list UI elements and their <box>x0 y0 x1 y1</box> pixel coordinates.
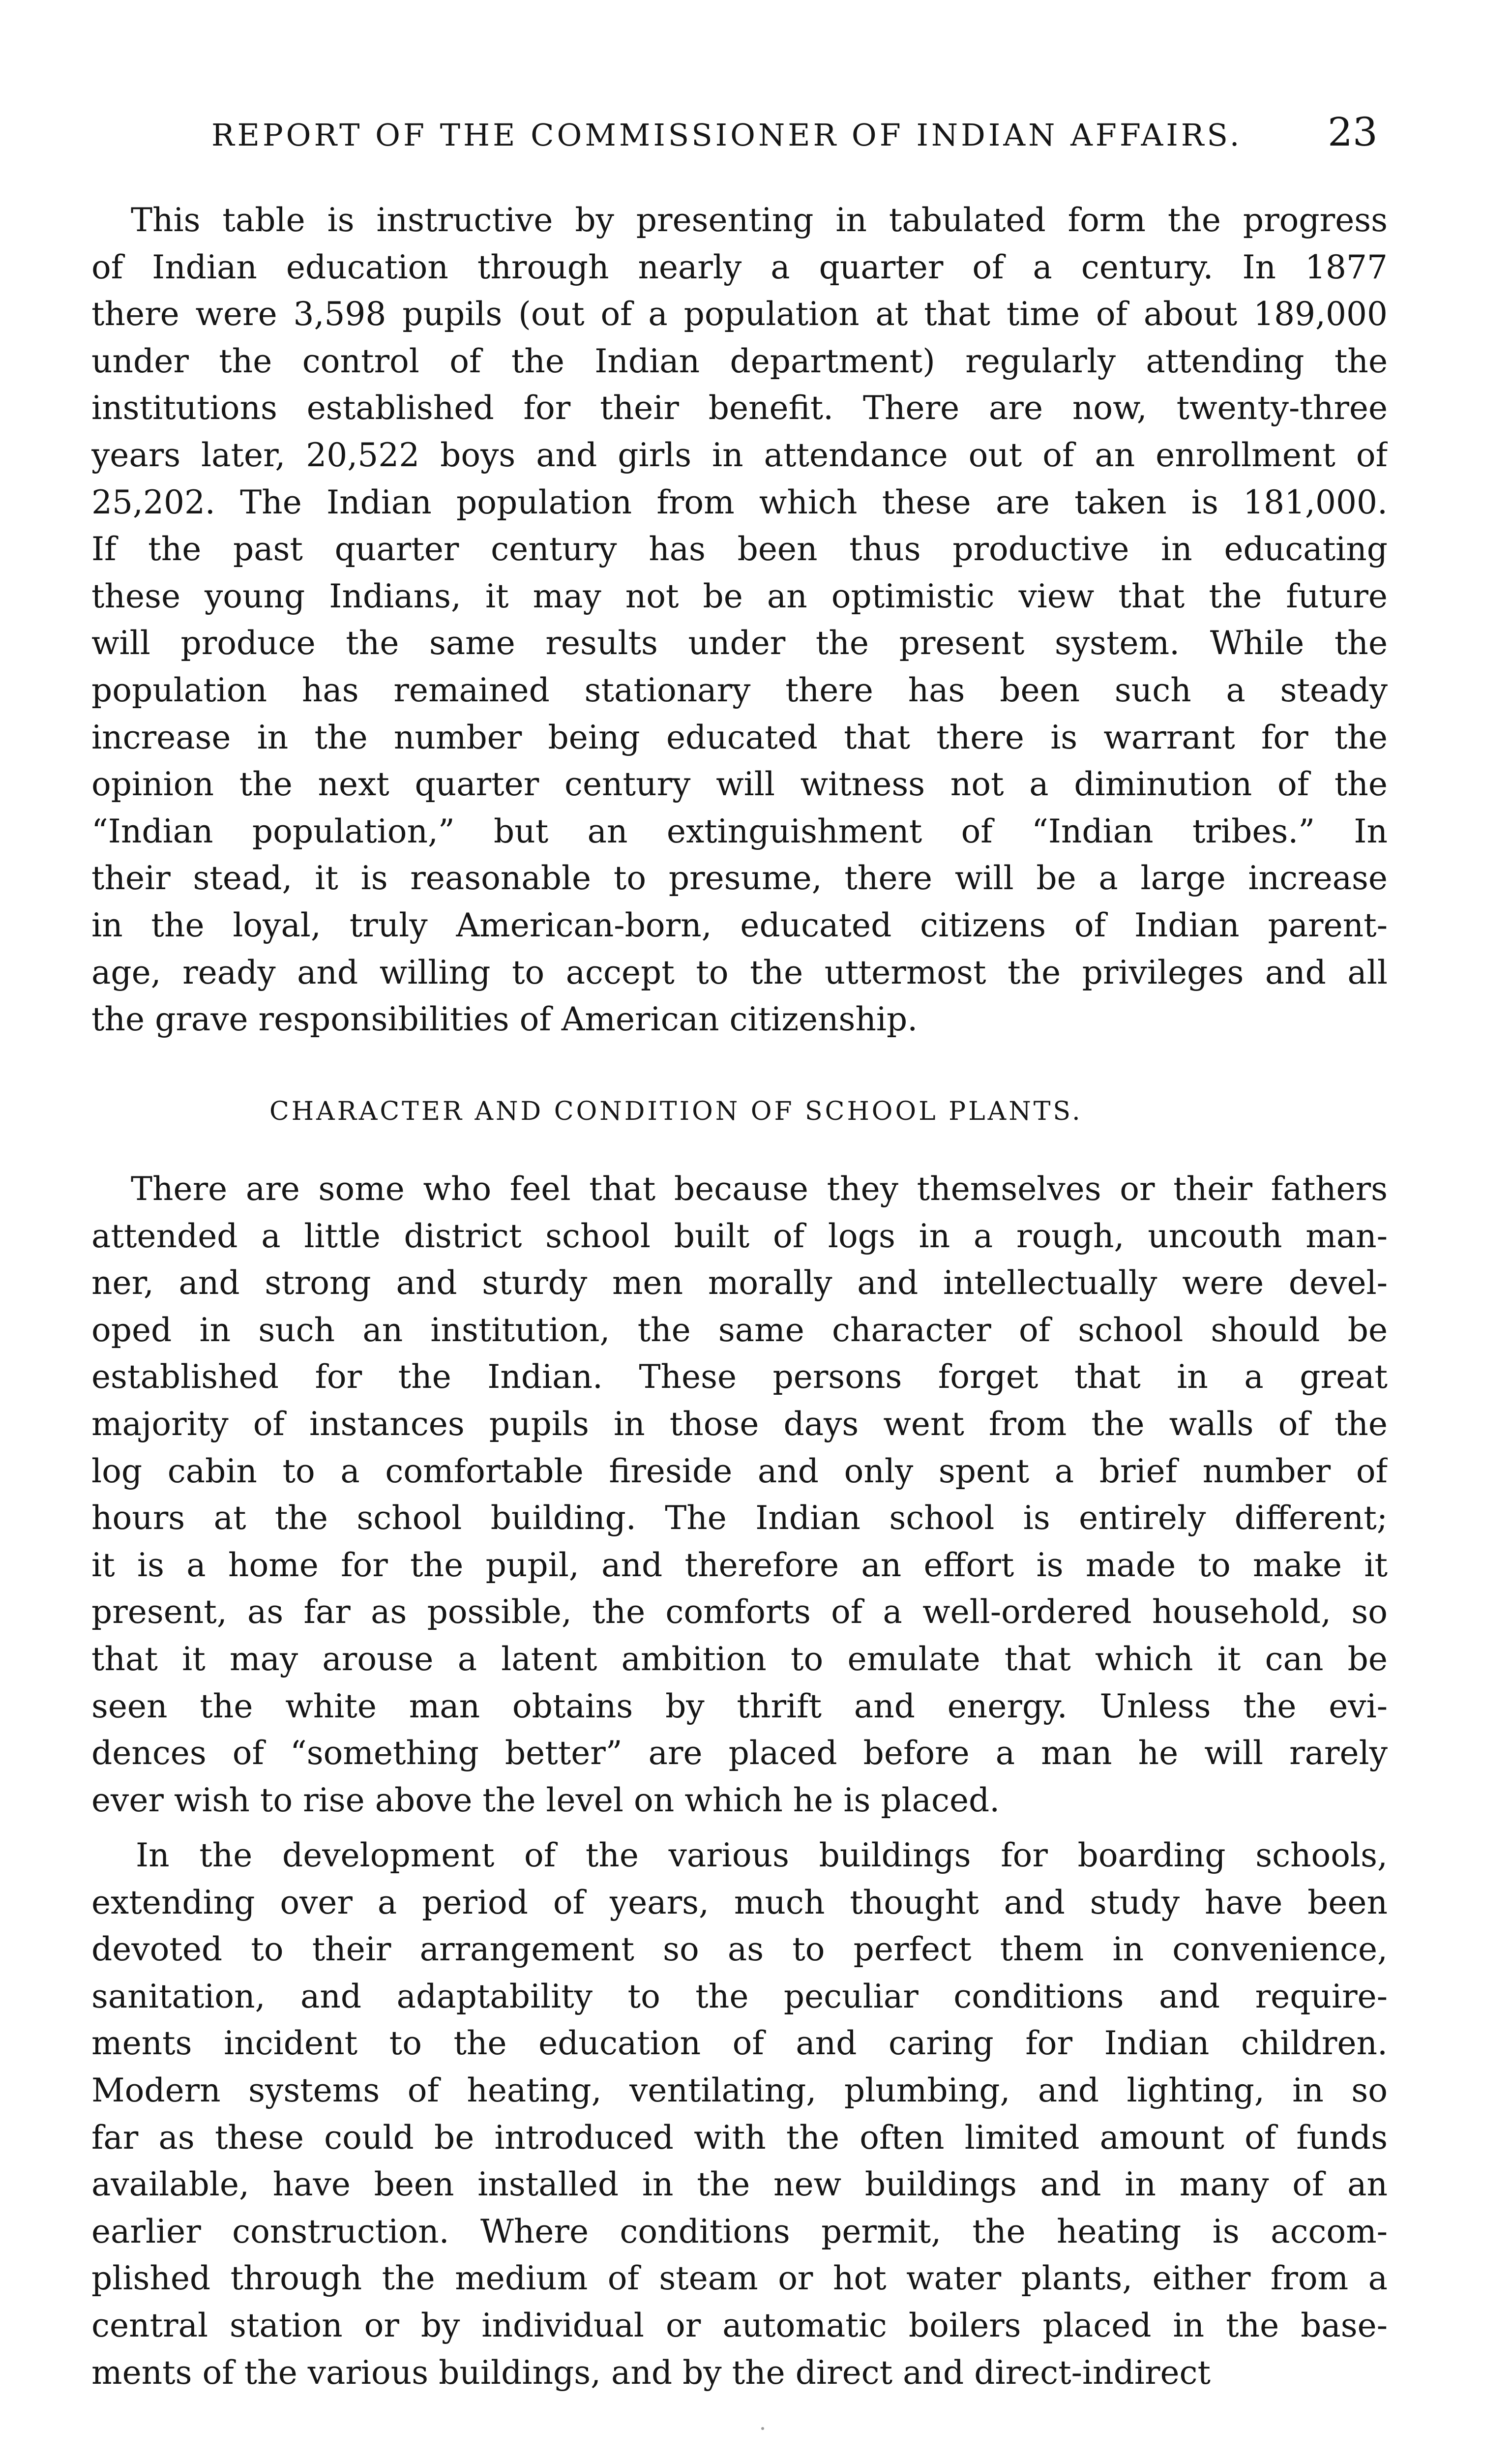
paragraph-line: under the control of the Indian department) regularly attending the <box>91 342 1388 380</box>
paragraph-line: population has remained stationary there has been such a steady <box>91 671 1388 709</box>
paragraph-line: it is a home for the pupil, and therefore an effort is made to make it <box>91 1546 1388 1584</box>
paragraph-line: attended a little district school built of logs in a rough, uncouth man- <box>91 1217 1388 1255</box>
paragraph-line: dences of “something better” are placed before a man he will rarely <box>91 1734 1388 1772</box>
paragraph-line: of Indian education through nearly a quarter of a century. In 1877 <box>91 248 1388 286</box>
paragraph-line: far as these could be introduced with the often limited amount of funds <box>91 2118 1388 2157</box>
scan-speck <box>761 2427 764 2430</box>
paragraph-line: age, ready and willing to accept to the uttermost the privileges and all <box>91 953 1388 991</box>
section-heading: CHARACTER AND CONDITION OF SCHOOL PLANTS. <box>269 1097 1083 1126</box>
paragraph-line: ments of the various buildings, and by the direct and direct-indirect <box>91 2353 1211 2392</box>
paragraph-line: institutions established for their benefit. There are now, twenty-three <box>91 389 1388 427</box>
paragraph-line: that it may arouse a latent ambition to emulate that which it can be <box>91 1640 1388 1678</box>
paragraph-1 <box>91 197 1388 1043</box>
paragraph-line: In the development of the various buildings for boarding schools, <box>136 1836 1388 1874</box>
running-header-title: REPORT OF THE COMMISSIONER OF INDIAN AFFAIRS. <box>211 117 1243 153</box>
paragraph-line: 25,202. The Indian population from which these are taken is 181,000. <box>91 483 1388 521</box>
paragraph-line: hours at the school building. The Indian school is entirely different; <box>91 1499 1388 1537</box>
paragraph-line: established for the Indian. These persons forget that in a great <box>91 1358 1388 1396</box>
paragraph-3 <box>91 1832 1388 2396</box>
paragraph-line: extending over a period of years, much thought and study have been <box>91 1883 1388 1921</box>
paragraph-line: ments incident to the education of and caring for Indian children. <box>91 2024 1388 2063</box>
paragraph-line: If the past quarter century has been thus productive in educating <box>91 530 1388 569</box>
paragraph-line: ner, and strong and sturdy men morally and intellectually were devel- <box>91 1264 1388 1302</box>
paragraph-line: these young Indians, it may not be an optimistic view that the future <box>91 577 1388 615</box>
paragraph-line: in the loyal, truly American-born, educated citizens of Indian parent- <box>91 906 1388 944</box>
paragraph-line: Modern systems of heating, ventilating, plumbing, and lighting, in so <box>91 2071 1388 2109</box>
paragraph-line: there were 3,598 pupils (out of a population at that time of about 189,000 <box>91 295 1388 333</box>
paragraph-line: sanitation, and adaptability to the peculiar conditions and require- <box>91 1977 1388 2015</box>
paragraph-line: increase in the number being educated that there is warrant for the <box>91 718 1388 756</box>
paragraph-line: log cabin to a comfortable fireside and only spent a brief number of <box>91 1452 1388 1490</box>
paragraph-line: ever wish to rise above the level on which he is placed. <box>91 1781 1000 1819</box>
paragraph-line: devoted to their arrangement so as to perfect them in convenience, <box>91 1930 1388 1969</box>
paragraph-line: their stead, it is reasonable to presume, there will be a large increase <box>91 859 1388 898</box>
paragraph-line: majority of instances pupils in those days went from the walls of the <box>91 1405 1388 1443</box>
paragraph-line: available, have been installed in the new buildings and in many of an <box>91 2165 1388 2204</box>
paragraph-line: central station or by individual or automatic boilers placed in the base- <box>91 2306 1388 2344</box>
paragraph-2 <box>91 1166 1388 1824</box>
paragraph-line: plished through the medium of steam or hot water plants, either from a <box>91 2259 1388 2298</box>
paragraph-line: There are some who feel that because they themselves or their fathers <box>131 1170 1388 1208</box>
paragraph-line: years later, 20,522 boys and girls in attendance out of an enrollment of <box>91 436 1388 474</box>
paragraph-line: “Indian population,” but an extinguishment of “Indian tribes.” In <box>91 812 1388 850</box>
paragraph-line: earlier construction. Where conditions permit, the heating is accom- <box>91 2212 1388 2250</box>
paragraph-line: will produce the same results under the present system. While the <box>91 624 1388 662</box>
paragraph-line: oped in such an institution, the same character of school should be <box>91 1311 1388 1349</box>
page-number: 23 <box>1328 109 1378 155</box>
paragraph-line: the grave responsibilities of American citizenship. <box>91 1000 918 1039</box>
paragraph-line: opinion the next quarter century will witness not a diminution of the <box>91 765 1388 804</box>
paragraph-line: seen the white man obtains by thrift and energy. Unless the evi- <box>91 1687 1388 1725</box>
paragraph-line: This table is instructive by presenting in tabulated form the progress <box>131 201 1388 239</box>
paragraph-line: present, as far as possible, the comforts of a well-ordered household, so <box>91 1593 1388 1631</box>
